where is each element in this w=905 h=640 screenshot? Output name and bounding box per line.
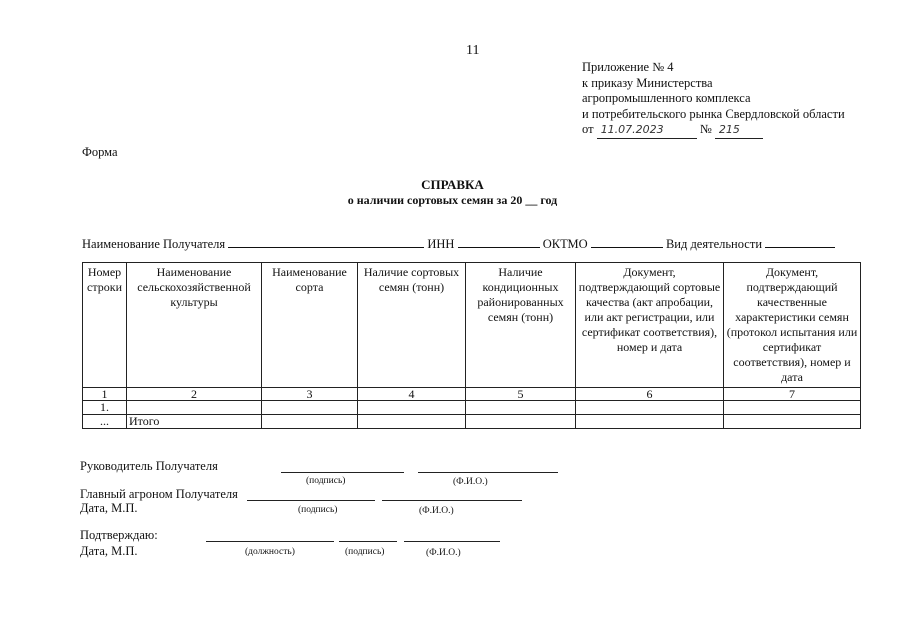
head-signature-line[interactable] xyxy=(281,472,404,473)
header-quality-document: Документ, подтверждающий качественные характеристики семян (протокол испытания или сертификат соответствия), номер и дата xyxy=(724,263,861,388)
oktmo-blank[interactable] xyxy=(591,237,663,248)
total-row-number: ... xyxy=(83,415,127,429)
confirm-signature-line[interactable] xyxy=(339,541,397,542)
column-number: 3 xyxy=(262,388,358,401)
column-number: 7 xyxy=(724,388,861,401)
agronomist-label: Главный агроном Получателя xyxy=(80,487,238,501)
head-fio-caption: (Ф.И.О.) xyxy=(453,477,488,487)
table-cell[interactable] xyxy=(127,401,262,415)
appendix-line-3: агропромышленного комплекса xyxy=(582,91,751,105)
header-row-number: Номер строки xyxy=(83,263,127,388)
date-mp-2: Дата, М.П. xyxy=(80,544,138,558)
table-cell[interactable] xyxy=(358,415,466,429)
column-numbers-row xyxy=(83,388,861,401)
header-crop-name: Наименование сельскохозяйственной культуры xyxy=(127,263,262,388)
head-signature-caption: (подпись) xyxy=(306,476,346,486)
column-number: 5 xyxy=(466,388,576,401)
date-mp-1: Дата, М.П. xyxy=(80,501,138,515)
recipient-blank[interactable] xyxy=(228,237,424,248)
appendix-line-2: к приказу Министерства xyxy=(582,75,713,90)
handwritten-number: 215 xyxy=(715,122,763,139)
confirm-position-line[interactable] xyxy=(206,541,334,542)
table-cell[interactable] xyxy=(724,401,861,415)
table-cell[interactable] xyxy=(466,415,576,429)
agronomist-signature-line[interactable] xyxy=(247,500,375,501)
confirm-label: Подтверждаю: xyxy=(80,528,158,542)
form-label: Форма xyxy=(82,145,118,159)
appendix-date-line xyxy=(582,122,845,139)
activity-label: Вид деятельности xyxy=(665,237,763,251)
seeds-table xyxy=(82,262,861,429)
page-number: 11 xyxy=(466,43,480,58)
confirm-position-caption: (должность) xyxy=(245,547,295,557)
confirm-fio-line[interactable] xyxy=(404,541,500,542)
agronomist-fio-caption: (Ф.И.О.) xyxy=(419,506,454,516)
total-label: Итого xyxy=(127,415,262,429)
recipient-fields-line xyxy=(82,237,835,252)
inn-label: ИНН xyxy=(427,237,455,251)
total-row xyxy=(83,415,861,429)
table-cell[interactable] xyxy=(724,415,861,429)
table-cell[interactable] xyxy=(262,401,358,415)
column-number: 6 xyxy=(576,388,724,401)
column-number: 4 xyxy=(358,388,466,401)
column-number: 2 xyxy=(127,388,262,401)
table-cell[interactable] xyxy=(358,401,466,415)
row-number: 1. xyxy=(83,401,127,415)
agronomist-signature-caption: (подпись) xyxy=(298,505,338,515)
confirm-signature-caption: (подпись) xyxy=(345,547,385,557)
appendix-line-4: и потребительского рынка Свердловской области xyxy=(582,106,845,121)
activity-blank[interactable] xyxy=(765,237,835,248)
column-number: 1 xyxy=(83,388,127,401)
handwritten-date: 11.07.2023 xyxy=(597,122,697,139)
agronomist-fio-line[interactable] xyxy=(382,500,522,501)
appendix-block xyxy=(582,60,845,139)
recipient-label: Наименование Получателя xyxy=(82,237,226,251)
document-title: СПРАВКА xyxy=(421,177,484,192)
appendix-number-label: № xyxy=(699,122,712,136)
appendix-line-1: Приложение № 4 xyxy=(582,60,674,74)
table-header-row xyxy=(83,263,861,388)
header-conditioned-seeds: Наличие кондиционных районированных семян (тонн) xyxy=(466,263,576,388)
table-row xyxy=(83,401,861,415)
table-cell[interactable] xyxy=(466,401,576,415)
header-variety-name: Наименование сорта xyxy=(262,263,358,388)
confirm-fio-caption: (Ф.И.О.) xyxy=(426,548,461,558)
inn-blank[interactable] xyxy=(458,237,540,248)
table-cell[interactable] xyxy=(262,415,358,429)
appendix-from-label: от xyxy=(582,122,594,136)
head-label: Руководитель Получателя xyxy=(80,459,218,473)
header-varietal-document: Документ, подтверждающий сортовые качества (акт апробации, или акт регистрации, или сертификат соответствия), номер и дата xyxy=(576,263,724,388)
document-subtitle: о наличии сортовых семян за 20 __ год xyxy=(347,193,558,207)
table-cell[interactable] xyxy=(576,401,724,415)
oktmo-label: ОКТМО xyxy=(542,237,588,251)
head-fio-line[interactable] xyxy=(418,472,558,473)
header-varietal-seeds: Наличие сортовых семян (тонн) xyxy=(358,263,466,388)
table-cell[interactable] xyxy=(576,415,724,429)
